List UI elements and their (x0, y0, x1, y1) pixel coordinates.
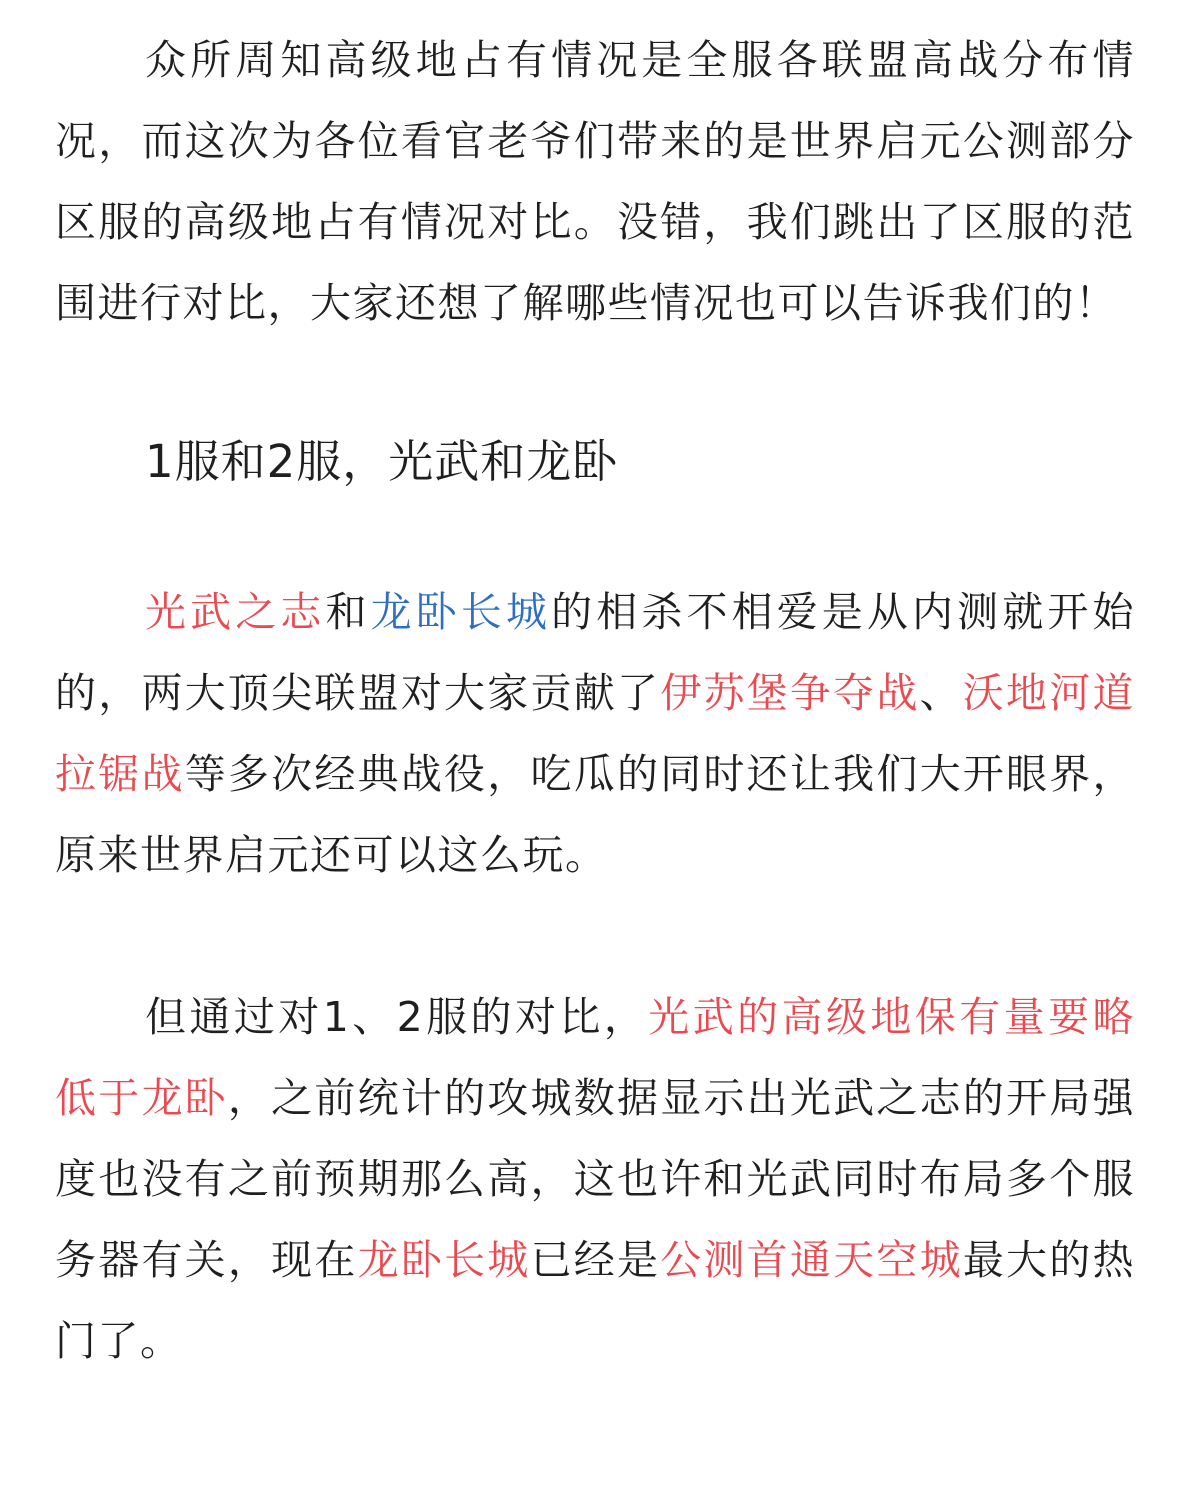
text-segment: 和 (325, 588, 371, 636)
rivalry-paragraph (55, 572, 1135, 896)
comparison-paragraph (55, 977, 1135, 1382)
alliance-longwo-highlight: 龙卧长城 (370, 588, 552, 636)
alliance-longwo-highlight: 龙卧长城 (357, 1236, 531, 1284)
text-segment: 最大的热门了。 (55, 1236, 1136, 1365)
text-segment: 但通过对1、2服的对比， (145, 993, 649, 1041)
section-heading: 1服和2服，光武和龙卧 (145, 435, 619, 488)
sky-city-highlight: 公测首通天空城 (660, 1236, 963, 1284)
alliance-guangwu-highlight: 光武之志 (145, 588, 326, 636)
text-segment: 等多次经典战役，吃瓜的同时还让我们大开眼界，原来世界启元还可以这么玩。 (55, 750, 1135, 879)
comparison-highlight: 光武的高级地保有量要略低于龙卧 (55, 993, 1136, 1122)
article-body (55, 20, 1135, 1382)
battle-wodi-highlight: 沃地河道拉锯战 (55, 669, 1136, 798)
text-segment: 的相杀不相爱是从内测就开始的，两大顶尖联盟对大家贡献了 (55, 588, 1136, 717)
text-segment: 已经是 (530, 1236, 661, 1284)
battle-yisubao-highlight: 伊苏堡争夺战 (660, 669, 920, 717)
text-segment: 、 (919, 669, 963, 717)
text-segment: ，之前统计的攻城数据显示出光武之志的开局强度也没有之前预期那么高，这也许和光武同时布局多个服务器有关，现在 (55, 1074, 1136, 1284)
intro-paragraph: 众所周知高级地占有情况是全服各联盟高战分布情况，而这次为各位看官老爷们带来的是世界启元公测部分区服的高级地占有情况对比。没错，我们跳出了区服的范围进行对比，大家还想了解哪些情况也可以告诉我们的！ (55, 36, 1135, 327)
